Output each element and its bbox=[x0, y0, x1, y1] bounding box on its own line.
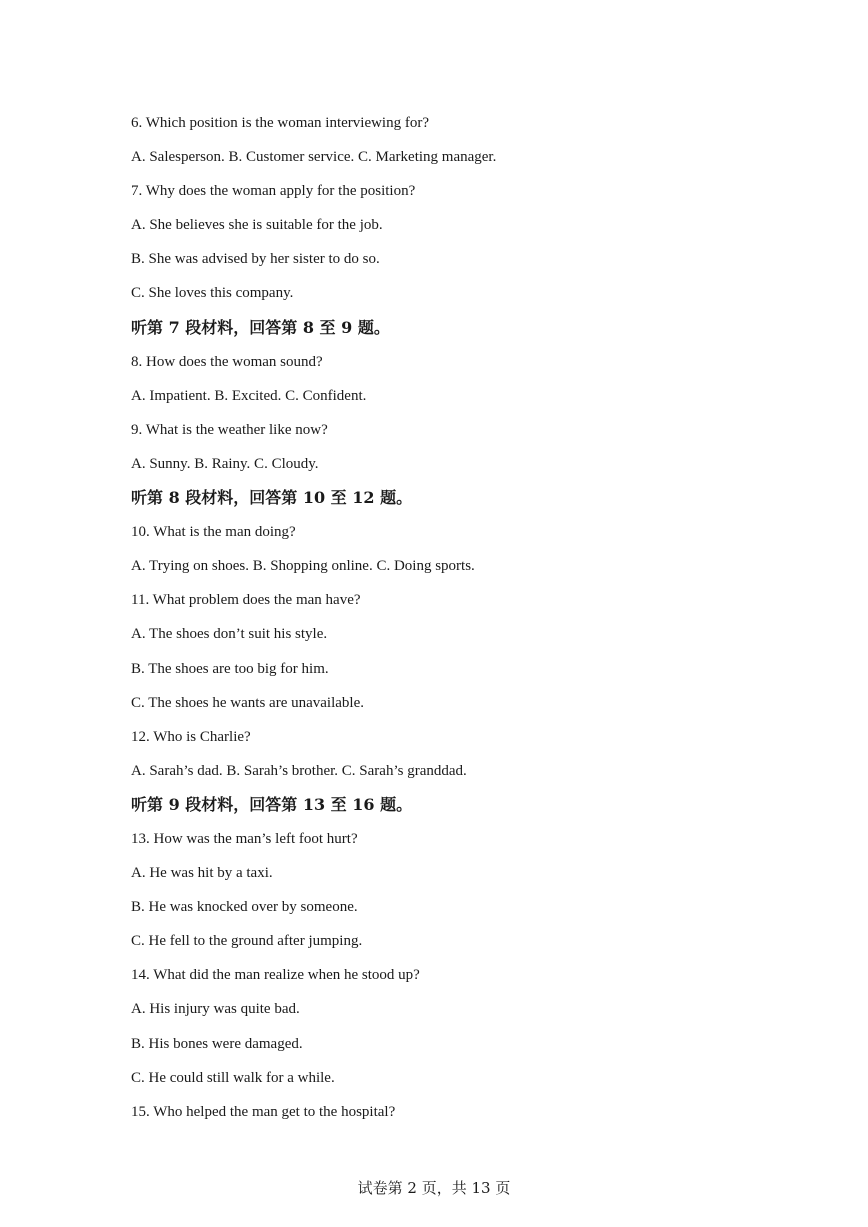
option-7c: C. She loves this company. bbox=[131, 285, 294, 302]
question-12: 12. Who is Charlie? bbox=[131, 728, 251, 745]
options-9: A. Sunny. B. Rainy. C. Cloudy. bbox=[131, 455, 319, 472]
option-13a: A. He was hit by a taxi. bbox=[131, 865, 273, 882]
option-11b: B. The shoes are too big for him. bbox=[131, 660, 329, 677]
section-heading-9: 听第 9 段材料，回答第 13 至 16 题。 bbox=[131, 794, 413, 814]
page-footer: 试卷第 2 页，共 13 页 bbox=[357, 1179, 511, 1197]
option-7b: B. She was advised by her sister to do so. bbox=[131, 251, 380, 268]
options-8: A. Impatient. B. Excited. C. Confident. bbox=[131, 387, 367, 404]
question-7: 7. Why does the woman apply for the position? bbox=[131, 183, 416, 200]
option-14b: B. His bones were damaged. bbox=[131, 1035, 303, 1052]
question-13: 13. How was the man’s left foot hurt? bbox=[131, 830, 358, 847]
question-list bbox=[131, 113, 771, 1136]
question-9: 9. What is the weather like now? bbox=[131, 421, 328, 438]
question-11: 11. What problem does the man have? bbox=[131, 592, 361, 609]
question-8: 8. How does the woman sound? bbox=[131, 353, 323, 370]
option-7a: A. She believes she is suitable for the job. bbox=[131, 217, 383, 234]
section-heading-7: 听第 7 段材料，回答第 8 至 9 题。 bbox=[131, 317, 390, 337]
section-heading-8: 听第 8 段材料，回答第 10 至 12 题。 bbox=[131, 488, 413, 508]
option-14a: A. His injury was quite bad. bbox=[131, 1001, 300, 1018]
options-6: A. Salesperson. B. Customer service. C. Marketing manager. bbox=[131, 149, 497, 166]
options-10: A. Trying on shoes. B. Shopping online. C. Doing sports. bbox=[131, 558, 475, 575]
options-12: A. Sarah’s dad. B. Sarah’s brother. C. Sarah’s granddad. bbox=[131, 762, 467, 779]
question-10: 10. What is the man doing? bbox=[131, 524, 296, 541]
question-14: 14. What did the man realize when he stood up? bbox=[131, 967, 420, 984]
question-6: 6. Which position is the woman interviewing for? bbox=[131, 115, 430, 131]
question-15: 15. Who helped the man get to the hospital? bbox=[131, 1103, 396, 1120]
option-13b: B. He was knocked over by someone. bbox=[131, 899, 358, 916]
option-14c: C. He could still walk for a while. bbox=[131, 1069, 335, 1086]
option-11a: A. The shoes don’t suit his style. bbox=[131, 626, 328, 643]
option-13c: C. He fell to the ground after jumping. bbox=[131, 933, 363, 950]
option-11c: C. The shoes he wants are unavailable. bbox=[131, 694, 364, 711]
